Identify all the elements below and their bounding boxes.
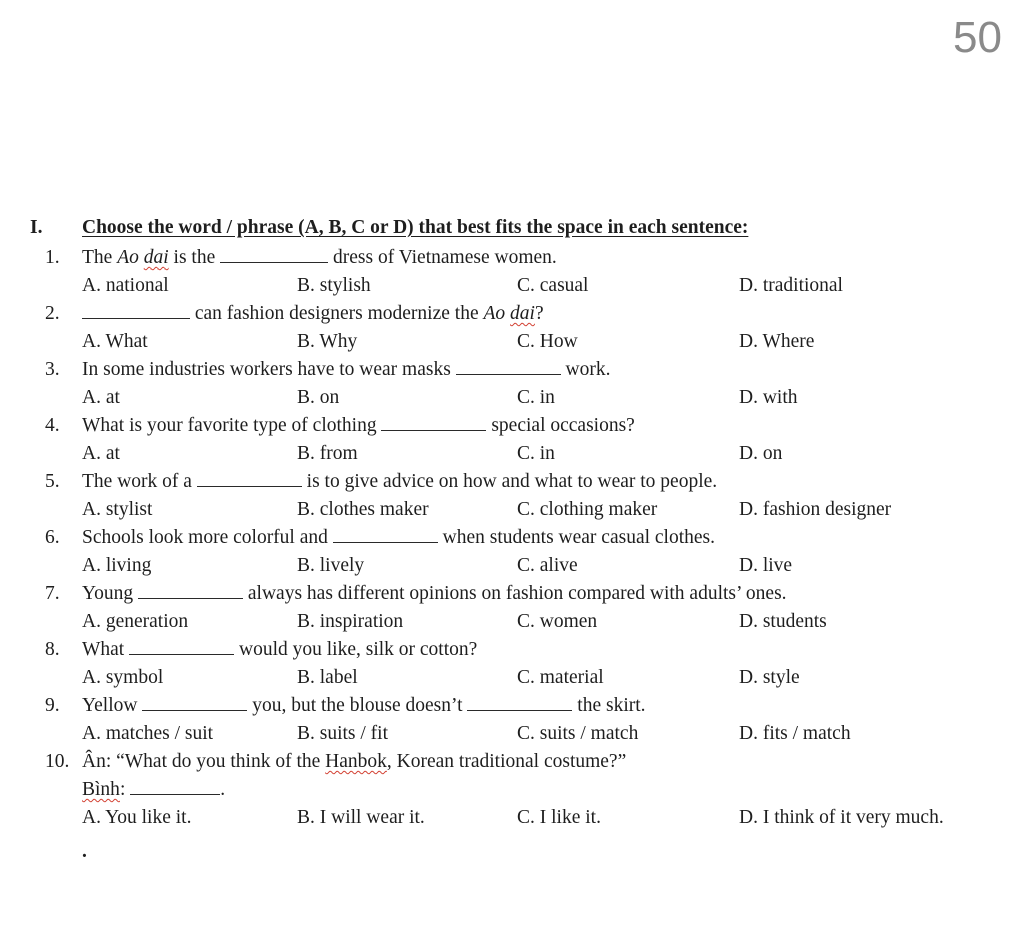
- question-text: [82, 776, 1014, 804]
- option-a: A. at: [82, 443, 120, 464]
- sentence-text: is to give advice on how and what to wear to people.: [301, 471, 718, 492]
- questions: [30, 244, 1014, 832]
- question-10: [30, 748, 1014, 832]
- question-line: [45, 776, 1014, 804]
- option-c: C. in: [517, 443, 555, 464]
- question-number: 10.: [45, 751, 70, 772]
- misspelled-word: dai: [510, 303, 535, 324]
- option-b: B. from: [297, 443, 358, 464]
- option-b: B. on: [297, 387, 340, 408]
- answer-blank: [138, 584, 243, 599]
- question-number: 1.: [45, 247, 60, 268]
- options-row: [45, 496, 1014, 524]
- sentence-text: is the: [168, 247, 221, 268]
- option-b: B. label: [297, 667, 358, 688]
- options-row: [45, 440, 1014, 468]
- option-a: A. generation: [82, 611, 189, 632]
- sentence-text: special occasions?: [486, 415, 635, 436]
- question-7: [30, 580, 1014, 636]
- question-text: [82, 580, 1014, 608]
- answer-blank: [130, 780, 220, 795]
- question-5: [30, 468, 1014, 524]
- option-b: B. stylish: [297, 275, 371, 296]
- sentence-text: can fashion designers modernize the: [190, 303, 484, 324]
- option-c: C. I like it.: [517, 807, 601, 828]
- option-b: B. inspiration: [297, 611, 404, 632]
- option-d: D. Where: [739, 331, 815, 352]
- question-text: [82, 356, 1014, 384]
- question-text: [82, 636, 1014, 664]
- options-row: [45, 272, 1014, 300]
- option-a: A. at: [82, 387, 120, 408]
- option-d: D. with: [739, 387, 798, 408]
- section-title: Choose the word / phrase (A, B, C or D) that best fits the space in each sentence:: [82, 217, 749, 238]
- option-c: C. women: [517, 611, 598, 632]
- option-d: D. live: [739, 555, 793, 576]
- question-8: [30, 636, 1014, 692]
- worksheet-content: [30, 214, 1014, 866]
- options-row: [45, 804, 1014, 832]
- answer-blank: [197, 472, 302, 487]
- question-text: [82, 692, 1014, 720]
- question-number: 3.: [45, 359, 60, 380]
- option-a: A. matches / suit: [82, 723, 214, 744]
- option-c: C. material: [517, 667, 604, 688]
- question-number: 9.: [45, 695, 60, 716]
- answer-blank: [333, 528, 438, 543]
- misspelled-word: Bình: [82, 779, 120, 800]
- sentence-text: ?: [534, 303, 544, 324]
- question-number: 6.: [45, 527, 60, 548]
- answer-blank: [129, 640, 234, 655]
- question-line: [45, 244, 1014, 272]
- question-number: 7.: [45, 583, 60, 604]
- options-row: [45, 608, 1014, 636]
- answer-blank: [381, 416, 486, 431]
- section-heading: [30, 214, 1014, 242]
- question-text: [82, 524, 1014, 552]
- option-b: B. clothes maker: [297, 499, 429, 520]
- question-line: [45, 524, 1014, 552]
- options-row: [45, 384, 1014, 412]
- option-a: A. stylist: [82, 499, 153, 520]
- sentence-text: Yellow: [82, 695, 143, 716]
- question-number: 8.: [45, 639, 60, 660]
- option-c: C. casual: [517, 275, 589, 296]
- question-text: [82, 300, 1014, 328]
- option-d: D. fashion designer: [739, 499, 892, 520]
- sentence-text: :: [119, 779, 131, 800]
- question-line: [45, 468, 1014, 496]
- sentence-text: always has different opinions on fashion compared with adults’ ones.: [243, 583, 787, 604]
- sentence-text: What: [82, 639, 130, 660]
- option-d: D. I think of it very much.: [739, 807, 944, 828]
- sentence-text: The work of a: [82, 471, 197, 492]
- option-d: D. style: [739, 667, 800, 688]
- sentence-text: the skirt.: [572, 695, 646, 716]
- option-d: D. traditional: [739, 275, 843, 296]
- question-9: [30, 692, 1014, 748]
- option-b: B. suits / fit: [297, 723, 389, 744]
- question-6: [30, 524, 1014, 580]
- option-c: C. clothing maker: [517, 499, 658, 520]
- page-number: 50: [953, 13, 1002, 62]
- option-a: A. You like it.: [82, 807, 192, 828]
- question-line: [45, 692, 1014, 720]
- misspelled-word: dai: [143, 247, 169, 268]
- answer-blank: [142, 696, 247, 711]
- sentence-text: you, but the blouse doesn’t: [247, 695, 468, 716]
- question-text: [82, 468, 1014, 496]
- question-number: 5.: [45, 471, 60, 492]
- stray-mark: .: [82, 841, 87, 862]
- section-numeral: I.: [30, 217, 43, 238]
- sentence-text: work.: [560, 359, 611, 380]
- sentence-text: The: [82, 247, 118, 268]
- question-line: [45, 580, 1014, 608]
- question-line: [45, 748, 1014, 776]
- option-a: A. living: [82, 555, 152, 576]
- misspelled-word: Hanbok: [325, 751, 387, 772]
- option-a: A. What: [82, 331, 148, 352]
- sentence-text: Ao: [117, 247, 144, 268]
- question-line: [45, 412, 1014, 440]
- sentence-text: , Korean traditional costume?”: [386, 751, 627, 772]
- sentence-text: when students wear casual clothes.: [437, 527, 715, 548]
- option-b: B. Why: [297, 331, 358, 352]
- sentence-text: would you like, silk or cotton?: [234, 639, 478, 660]
- sentence-text: Schools look more colorful and: [82, 527, 333, 548]
- option-d: D. students: [739, 611, 827, 632]
- answer-blank: [467, 696, 572, 711]
- options-row: [45, 328, 1014, 356]
- sentence-text: Ao: [483, 303, 511, 324]
- question-line: [45, 356, 1014, 384]
- option-b: B. I will wear it.: [297, 807, 425, 828]
- option-a: A. national: [82, 275, 169, 296]
- option-d: D. on: [739, 443, 783, 464]
- options-row: [45, 664, 1014, 692]
- option-c: C. suits / match: [517, 723, 639, 744]
- answer-blank: [220, 248, 328, 263]
- sentence-text: What is your favorite type of clothing: [82, 415, 382, 436]
- question-text: [82, 748, 1014, 776]
- sentence-text: Young: [82, 583, 139, 604]
- options-row: [45, 720, 1014, 748]
- option-c: C. in: [517, 387, 555, 408]
- question-text: [82, 412, 1014, 440]
- question-3: [30, 356, 1014, 412]
- options-row: [45, 552, 1014, 580]
- option-c: C. alive: [517, 555, 578, 576]
- question-4: [30, 412, 1014, 468]
- option-a: A. symbol: [82, 667, 164, 688]
- sentence-text: dress of Vietnamese women.: [328, 247, 557, 268]
- answer-blank: [82, 304, 190, 319]
- question-2: [30, 300, 1014, 356]
- sentence-text: .: [220, 779, 226, 800]
- question-number: 2.: [45, 303, 60, 324]
- question-text: [82, 244, 1014, 272]
- option-b: B. lively: [297, 555, 365, 576]
- question-line: [45, 636, 1014, 664]
- option-d: D. fits / match: [739, 723, 851, 744]
- question-line: [45, 300, 1014, 328]
- sentence-text: In some industries workers have to wear masks: [82, 359, 456, 380]
- question-number: 4.: [45, 415, 60, 436]
- answer-blank: [456, 360, 561, 375]
- sentence-text: Ân: “What do you think of the: [82, 751, 326, 772]
- question-1: [30, 244, 1014, 300]
- option-c: C. How: [517, 331, 578, 352]
